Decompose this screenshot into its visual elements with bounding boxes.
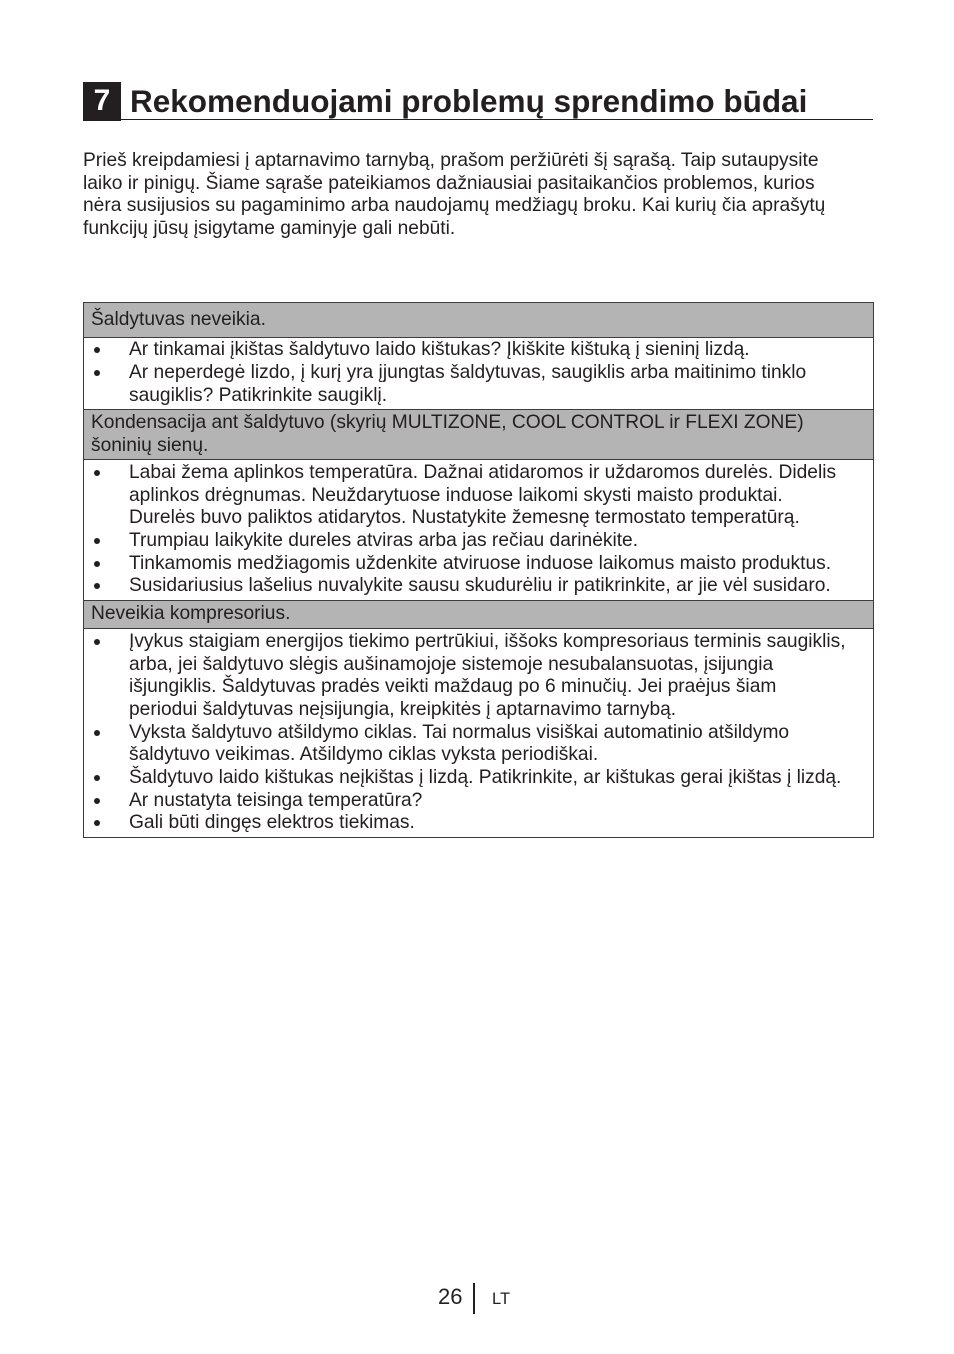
intro-line: laiko ir pinigų. Šiame sąraše pateikiamos dažniausiai pasitaikančios problemos, kurios: [83, 172, 815, 194]
solution-item: [84, 790, 873, 813]
solution-text: Vyksta šaldytuvo atšildymo ciklas. Tai normalus visiškai automatinio atšildymo: [129, 721, 790, 743]
troubleshooting-table: [83, 302, 874, 838]
solution-text: arba, jei šaldytuvo slėgis aušinamojoje sistemoje nesubalansuotas, įsijungia: [129, 653, 774, 675]
problem-text: Neveikia kompresorius.: [91, 603, 291, 625]
solution-text: šaldytuvo veikimas. Atšildymo ciklas vyksta periodiškai.: [129, 744, 599, 766]
solution-text: Šaldytuvo laido kištukas neįkištas į lizdą. Patikrinkite, ar kištukas gerai įkištas į lizdą.: [129, 767, 842, 789]
bullet-icon: [94, 470, 100, 476]
solution-item: [84, 339, 873, 362]
solution-item: [84, 462, 873, 530]
solution-text: periodui šaldytuvas neįsijungia, kreipkitės į aptarnavimo tarnybą.: [129, 698, 677, 720]
page-number: 26: [438, 1284, 463, 1309]
solution-text: Ar nustatyta teisinga temperatūra?: [129, 789, 423, 811]
solution-text: išjungiklis. Šaldytuvas pradės veikti maždaug po 6 minučių. Jei praėjus šiam: [129, 676, 777, 698]
solution-text: Gali būti dingęs elektros tiekimas.: [129, 812, 415, 834]
problem-text: šoninių sienų.: [91, 434, 209, 456]
problem-text: Kondensacija ant šaldytuvo (skyrių MULTIZONE, COOL CONTROL ir FLEXI ZONE): [91, 411, 804, 433]
bullet-icon: [94, 347, 100, 353]
bullet-icon: [94, 583, 100, 589]
solution-text: Ar tinkamai įkištas šaldytuvo laido kištukas? Įkiškite kištuką į sieninį lizdą.: [129, 339, 750, 361]
solution-text: Susidariusius lašelius nuvalykite sausu skudurėliu ir patikrinkite, ar jie vėl susidaro.: [129, 575, 831, 597]
solution-item: [84, 722, 873, 767]
section-header: [83, 82, 873, 120]
solution-item: [84, 812, 873, 835]
solution-text: Tinkamomis medžiagomis uždenkite atviruose induose laikomus maisto produktus.: [129, 552, 832, 574]
section-number-badge: 7: [83, 82, 121, 121]
intro-paragraph: [83, 150, 825, 241]
bullet-icon: [94, 730, 100, 736]
bullet-icon: [94, 561, 100, 567]
language-code: LT: [492, 1290, 511, 1308]
solution-item: [84, 553, 873, 576]
bullet-icon: [94, 820, 100, 826]
solution-text: Labai žema aplinkos temperatūra. Dažnai atidaromos ir uždaromos durelės. Didelis: [129, 461, 837, 483]
intro-line: nėra susijusios su pagaminimo arba naudojamų medžiagų broku. Kai kurių čia aprašytų: [83, 195, 826, 217]
solution-item: [84, 575, 873, 598]
solution-list: [84, 337, 873, 409]
section-title: Rekomenduojami problemų sprendimo būdai: [130, 83, 808, 119]
bullet-icon: [94, 798, 100, 804]
solution-text: Durelės buvo paliktos atidarytos. Nustatykite žemesnę termostato temperatūrą.: [129, 507, 800, 529]
solution-item: [84, 530, 873, 553]
solution-text: saugiklis? Patikrinkite saugiklį.: [129, 384, 388, 406]
solution-item: [84, 362, 873, 407]
solution-list: [84, 628, 873, 837]
solution-list: [84, 459, 873, 600]
problem-text: Šaldytuvas neveikia.: [91, 308, 266, 330]
solution-text: aplinkos drėgnumas. Neuždarytuose induose laikomi skysti maisto produktai.: [129, 484, 783, 506]
problem-header: [84, 303, 873, 337]
bullet-icon: [94, 370, 100, 376]
intro-line: Prieš kreipdamiesi į aptarnavimo tarnybą, prašom peržiūrėti šį sąrašą. Taip sutaupysite: [83, 150, 819, 171]
solution-text: Įvykus staigiam energijos tiekimo pertrūkiui, iššoks kompresoriaus terminis saugiklis,: [129, 630, 846, 652]
page-divider: [473, 1283, 475, 1314]
problem-header: [84, 600, 873, 628]
solution-text: Trumpiau laikykite dureles atviras arba jas rečiau darinėkite.: [129, 530, 639, 551]
bullet-icon: [94, 639, 100, 645]
problem-header: [84, 409, 873, 459]
bullet-icon: [94, 538, 100, 544]
solution-item: [84, 631, 873, 722]
bullet-icon: [94, 775, 100, 781]
intro-line: funkcijų jūsų įsigytame gaminyje gali nebūti.: [83, 218, 456, 240]
solution-text: Ar neperdegė lizdo, į kurį yra įjungtas šaldytuvas, saugiklis arba maitinimo tinklo: [129, 362, 807, 384]
solution-item: [84, 767, 873, 790]
